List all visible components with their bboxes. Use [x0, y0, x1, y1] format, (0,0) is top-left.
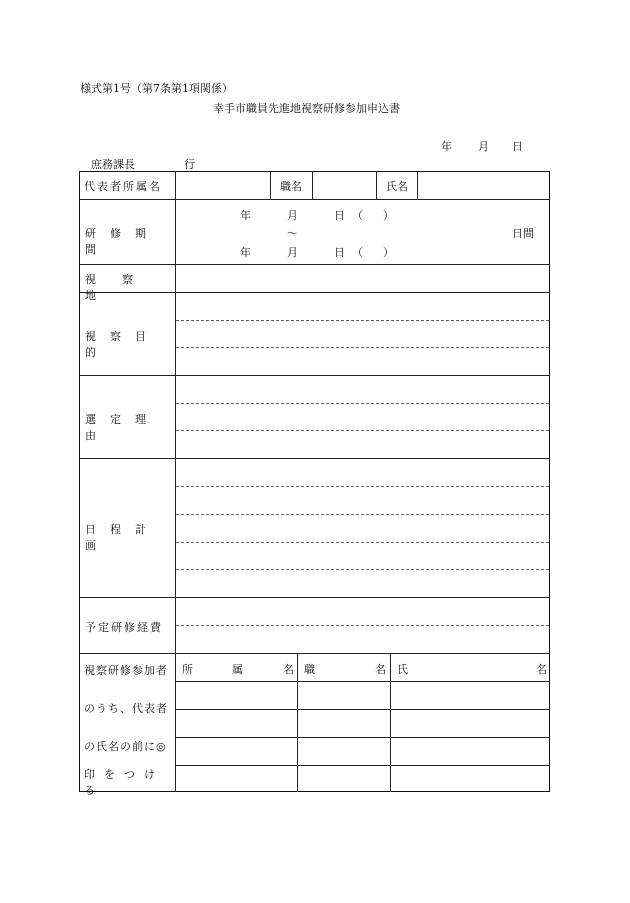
cost-label: 予定研修経費 — [85, 621, 163, 634]
header-dept-2: 属 — [232, 663, 243, 676]
header-dept-3: 名 — [283, 663, 294, 676]
participant-3-dept[interactable] — [177, 739, 295, 763]
participant-1-name[interactable] — [392, 683, 547, 707]
participants-label-line3: の氏名の前に◎ — [84, 740, 167, 753]
date-day[interactable]: 日 — [512, 140, 523, 153]
schedule-field[interactable] — [177, 460, 547, 595]
header-name-1: 氏 — [397, 663, 408, 676]
date-year[interactable]: 年 — [441, 140, 452, 153]
period-start-month[interactable]: 月 — [287, 209, 298, 222]
participant-row-divider — [175, 737, 550, 738]
cell-divider — [376, 171, 377, 199]
participant-col-divider — [390, 653, 391, 792]
row-divider — [79, 597, 550, 598]
row-divider — [79, 458, 550, 459]
header-job-2: 名 — [375, 663, 386, 676]
participants-label-line1: 視察研修参加者 — [84, 664, 168, 677]
period-end-paren-close: ） — [383, 246, 394, 259]
participant-row-divider — [175, 709, 550, 710]
addressee: 庶務課長 — [91, 158, 135, 171]
participant-4-job[interactable] — [299, 767, 388, 790]
period-label: 研修期間 — [85, 227, 160, 256]
place-field[interactable] — [177, 266, 547, 290]
participant-col-divider — [297, 653, 298, 792]
rep-dept-field[interactable] — [177, 174, 268, 197]
reason-field[interactable] — [177, 377, 547, 456]
period-days[interactable]: 日間 — [512, 227, 534, 240]
schedule-label: 日程計画 — [85, 523, 160, 552]
period-end-month[interactable]: 月 — [287, 246, 298, 259]
name-label: 氏名 — [386, 180, 408, 193]
period-end-paren-open: （ — [352, 246, 363, 259]
header-name-2: 名 — [536, 663, 547, 676]
row-divider — [79, 199, 550, 200]
header-job-1: 職 — [304, 663, 315, 676]
participant-4-name[interactable] — [392, 767, 547, 790]
place-label: 視察地 — [85, 273, 159, 302]
rep-dept-label — [84, 178, 170, 194]
cell-divider — [270, 171, 271, 199]
rep-job-field[interactable] — [314, 174, 374, 197]
cell-divider — [312, 171, 313, 199]
participant-3-name[interactable] — [392, 739, 547, 763]
period-start-year[interactable]: 年 — [240, 209, 251, 222]
cost-field[interactable] — [177, 599, 547, 651]
rep-dept-label-text: 代表者所属名 — [84, 180, 162, 193]
participant-row-divider — [175, 765, 550, 766]
period-start-paren-close: ） — [383, 209, 394, 222]
participant-4-dept[interactable] — [177, 767, 295, 790]
participant-1-dept[interactable] — [177, 683, 295, 707]
participants-label-line2: のうち、代表者 — [84, 702, 168, 715]
participant-2-name[interactable] — [392, 711, 547, 735]
row-divider — [79, 264, 550, 265]
purpose-field[interactable] — [177, 294, 547, 373]
participant-2-job[interactable] — [299, 711, 388, 735]
cell-divider — [417, 171, 418, 199]
participants-label-line4: 印をつける — [84, 768, 164, 797]
period-tilde: 〜 — [287, 227, 298, 240]
participant-1-job[interactable] — [299, 683, 388, 707]
rep-name-field[interactable] — [419, 174, 547, 197]
header-dept-1: 所 — [182, 663, 193, 676]
row-divider — [79, 375, 550, 376]
reason-label: 選定理由 — [85, 413, 160, 442]
participant-row-divider — [175, 681, 550, 682]
period-start-day[interactable]: 日 — [334, 209, 345, 222]
form-title: 幸手市職員先進地視察研修参加申込書 — [213, 102, 400, 115]
period-start-paren-open: （ — [352, 209, 363, 222]
form-number: 様式第1号（第7条第1項関係） — [80, 82, 233, 95]
purpose-label: 視察目的 — [85, 330, 160, 359]
period-end-year[interactable]: 年 — [240, 246, 251, 259]
addressee-suffix: 行 — [184, 158, 195, 171]
date-month[interactable]: 月 — [478, 140, 489, 153]
row-divider — [79, 653, 550, 654]
job-title-label: 職名 — [280, 180, 302, 193]
participant-3-job[interactable] — [299, 739, 388, 763]
period-end-day[interactable]: 日 — [334, 246, 345, 259]
participant-2-dept[interactable] — [177, 711, 295, 735]
